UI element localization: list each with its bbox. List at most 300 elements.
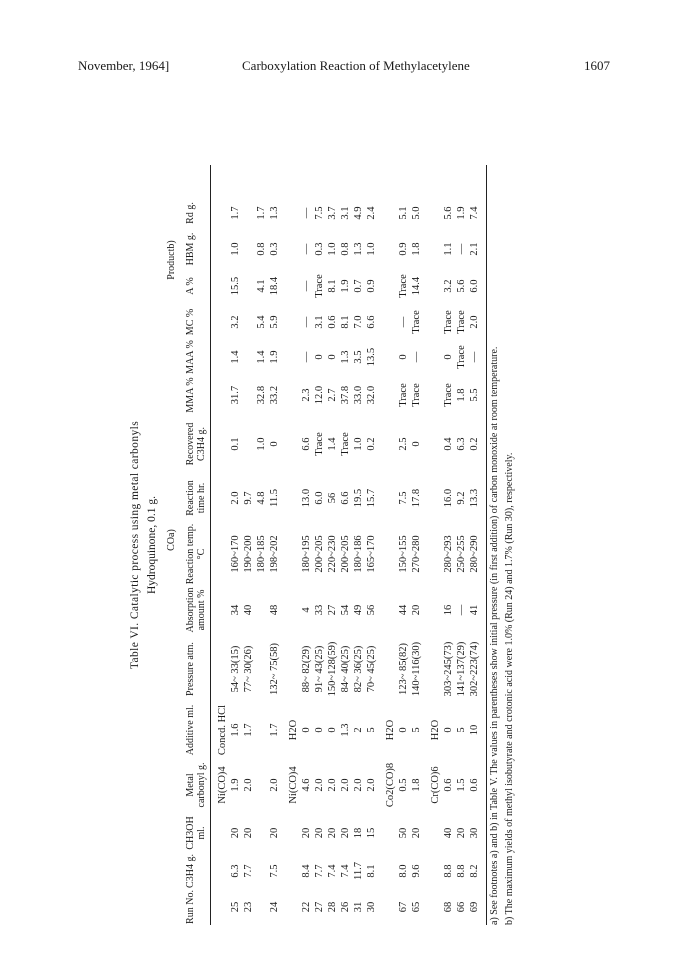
table-cell: 27 xyxy=(314,901,326,913)
table-cell: — xyxy=(411,351,423,363)
table-cell xyxy=(385,473,398,523)
table-row xyxy=(411,165,424,925)
table-cell: 19.5 xyxy=(353,488,365,508)
table-cell: 65 xyxy=(411,901,423,913)
table-cell: 33.0 xyxy=(353,385,365,405)
table-cell: 11.5 xyxy=(269,489,281,507)
table-cell xyxy=(430,305,443,339)
table-cell xyxy=(243,305,256,339)
table-cell: 5.6 xyxy=(456,279,468,293)
table-cell: 3.1 xyxy=(314,315,326,329)
table-cell: 1.1 xyxy=(443,242,455,256)
column-header: Pressure atm. xyxy=(185,642,197,696)
table-cell xyxy=(385,415,398,473)
table-cell: 20 xyxy=(340,827,352,839)
table-cell xyxy=(256,585,269,635)
table-cell: 5 xyxy=(411,727,423,733)
table-cell xyxy=(430,585,443,635)
table-cell: 56 xyxy=(327,492,339,504)
journal-date: November, 1964] xyxy=(78,58,170,73)
table-cell xyxy=(430,339,443,375)
table-cell xyxy=(217,523,230,585)
column-header: Reaction time hr. xyxy=(185,480,208,516)
table-cell: 140~116(30) xyxy=(411,641,423,697)
table-cell xyxy=(288,635,301,703)
table-cell: 33.2 xyxy=(269,385,281,405)
table-title: Table VI. Catalytic process using metal carbonyls xyxy=(129,420,141,670)
table-cell xyxy=(288,585,301,635)
table-cell: 150~155 xyxy=(398,535,410,573)
table-cell xyxy=(288,415,301,473)
table-cell: 1.4 xyxy=(256,350,268,364)
table-cell: 82~ 36(25) xyxy=(353,645,365,693)
table-cell: 180~185 xyxy=(256,535,268,573)
table-row xyxy=(353,165,366,925)
table-cell: 303~245(73) xyxy=(443,641,455,697)
table-cell: — xyxy=(301,207,313,219)
table-cell: 8.1 xyxy=(327,279,339,293)
table-cell: 0.2 xyxy=(366,437,378,451)
table-cell: 0.1 xyxy=(230,437,242,451)
table-cell: 77~ 30(26) xyxy=(243,645,255,693)
table-cell: 2.1 xyxy=(469,242,481,256)
table-cell xyxy=(430,635,443,703)
table-cell: 4.1 xyxy=(256,279,268,293)
table-row xyxy=(230,165,243,925)
column-header: MAA % xyxy=(185,340,197,374)
table-cell xyxy=(217,473,230,523)
table-cell xyxy=(385,375,398,415)
table-cell: 20 xyxy=(411,827,423,839)
column-header: Recovered C3H4 g. xyxy=(185,422,208,466)
table-cell: 123~ 85(82) xyxy=(398,642,410,696)
table-cell xyxy=(217,339,230,375)
table-cell xyxy=(385,585,398,635)
table-cell: 30 xyxy=(469,827,481,839)
table-cell xyxy=(217,415,230,473)
table-cell: 2.0 xyxy=(327,778,339,792)
table-cell xyxy=(288,523,301,585)
table-cell: 2.0 xyxy=(230,491,242,505)
table-cell: 0.9 xyxy=(366,279,378,293)
table-row xyxy=(243,165,256,925)
table-cell xyxy=(256,889,269,925)
table-cell: Trace xyxy=(340,432,352,456)
column-header: A % xyxy=(185,277,197,295)
rotated-table-block xyxy=(129,165,559,925)
table-row xyxy=(256,165,269,925)
column-header: Absorption amount % xyxy=(185,587,208,633)
running-title: Carboxylation Reaction of Methylacetylene xyxy=(242,58,470,73)
table-cell: 220~230 xyxy=(327,535,339,573)
table-cell: 0 xyxy=(269,441,281,447)
table-cell: 20 xyxy=(269,827,281,839)
table-cell: 16.0 xyxy=(443,488,455,508)
table-cell: 6.0 xyxy=(469,279,481,293)
table-cell: 0.6 xyxy=(469,778,481,792)
table-cell: 69 xyxy=(469,901,481,913)
table-cell: 7.5 xyxy=(398,491,410,505)
table-cell: 0 xyxy=(443,727,455,733)
table-cell: 0 xyxy=(314,727,326,733)
table-cell: Trace xyxy=(314,274,326,298)
table-cell: 2.0 xyxy=(469,315,481,329)
catalyst-label: Ni(CO)4 xyxy=(217,766,229,804)
additive-label: H2O xyxy=(288,719,300,741)
additive-label: Concd. HCl xyxy=(217,704,229,756)
table-cell: 50 xyxy=(398,827,410,839)
table-cell: 0 xyxy=(398,727,410,733)
table-cell: — xyxy=(301,316,313,328)
table-cell xyxy=(385,339,398,375)
table-cell: 40 xyxy=(443,827,455,839)
table-cell: 0 xyxy=(327,354,339,360)
table-cell: 0 xyxy=(327,727,339,733)
table-cell: Trace xyxy=(398,383,410,407)
table-cell xyxy=(288,231,301,267)
table-cell: Trace xyxy=(456,310,468,334)
table-cell xyxy=(243,267,256,305)
table-cell: 7.7 xyxy=(243,864,255,878)
table-cell: 34 xyxy=(230,604,242,616)
table-cell: 40 xyxy=(243,604,255,616)
page-header xyxy=(78,58,610,78)
table-cell: 15.7 xyxy=(366,488,378,508)
table-cell: 280~290 xyxy=(469,535,481,573)
table-cell: 66 xyxy=(456,901,468,913)
table-cell: 49 xyxy=(353,604,365,616)
table-cell xyxy=(243,339,256,375)
table-cell xyxy=(430,267,443,305)
table-cell: 150~128(59) xyxy=(327,641,339,697)
table-cell: 2.7 xyxy=(327,388,339,402)
table-cell xyxy=(256,757,269,813)
column-header: Rd g. xyxy=(185,202,197,224)
table-cell: 0 xyxy=(398,354,410,360)
table-cell: 4.9 xyxy=(353,206,365,220)
column-header: MC % xyxy=(185,308,197,336)
table-row xyxy=(269,165,282,925)
table-cell: 8.4 xyxy=(301,864,313,878)
table-cell: 190~200 xyxy=(243,535,255,573)
table-cell: 280~293 xyxy=(443,535,455,573)
column-header: CH3OH ml. xyxy=(185,816,208,850)
table-cell: 4.8 xyxy=(256,491,268,505)
table-cell: 1.5 xyxy=(456,778,468,792)
table-row xyxy=(314,165,327,925)
table-bottom-rule xyxy=(486,165,487,925)
table-cell: 250~255 xyxy=(456,535,468,573)
column-header: C3H4 g. xyxy=(185,854,197,888)
table-cell: 8.0 xyxy=(398,864,410,878)
table-cell: 6.3 xyxy=(456,437,468,451)
table-cell: 180~186 xyxy=(353,535,365,573)
table-subtitle: Hydroquinone, 0.1 g. xyxy=(146,495,159,595)
additive-label: H2O xyxy=(430,719,442,741)
row-group xyxy=(217,165,282,925)
row-group xyxy=(430,165,482,925)
table-cell: 24 xyxy=(269,901,281,913)
table-cell: 23 xyxy=(243,901,255,913)
table-cell: — xyxy=(301,351,313,363)
table-cell: 37.8 xyxy=(340,385,352,405)
table-cell: Trace xyxy=(456,345,468,369)
table-cell: 20 xyxy=(314,827,326,839)
table-cell: 198~202 xyxy=(269,535,281,573)
table-cell: 15.5 xyxy=(230,276,242,296)
table-cell: 88~ 82(29) xyxy=(301,645,313,693)
table-cell xyxy=(385,267,398,305)
table-row xyxy=(301,165,314,925)
table-cell: 7.4 xyxy=(469,206,481,220)
table-cell xyxy=(217,889,230,925)
table-cell: 160~170 xyxy=(230,535,242,573)
table-cell xyxy=(430,813,443,853)
table-cell: 9.6 xyxy=(411,864,423,878)
table-cell: 31 xyxy=(353,901,365,913)
table-cell: 270~280 xyxy=(411,535,423,573)
table-cell xyxy=(385,305,398,339)
table-cell: 0.7 xyxy=(353,279,365,293)
table-cell xyxy=(385,231,398,267)
table-cell: 26 xyxy=(340,901,352,913)
table-row xyxy=(443,165,456,925)
table-cell: 67 xyxy=(398,901,410,913)
table-cell: 5.9 xyxy=(269,315,281,329)
table-cell xyxy=(385,853,398,889)
table-cell: 1.9 xyxy=(230,778,242,792)
table-cell: 2.0 xyxy=(243,778,255,792)
table-cell xyxy=(430,415,443,473)
table-cell xyxy=(217,375,230,415)
table-cell: 54~ 33(15) xyxy=(230,645,242,693)
table-cell: 1.9 xyxy=(340,279,352,293)
table-cell: 6.6 xyxy=(301,437,313,451)
table-cell: 22 xyxy=(301,901,313,913)
table-cell: 1.8 xyxy=(411,778,423,792)
table-cell: 31.7 xyxy=(230,385,242,405)
table-cell: 20 xyxy=(301,827,313,839)
table-cell: — xyxy=(301,280,313,292)
table-cell: 7.5 xyxy=(314,206,326,220)
table-cell: 5.1 xyxy=(398,206,410,220)
table-cell xyxy=(385,523,398,585)
table-cell xyxy=(243,231,256,267)
table-cell: 1.4 xyxy=(230,350,242,364)
table-cell: 70~ 45(25) xyxy=(366,645,378,693)
table-cell: — xyxy=(456,604,468,616)
table-row xyxy=(366,165,379,925)
table-cell: 3.7 xyxy=(327,206,339,220)
table-cell: 0.3 xyxy=(314,242,326,256)
table-cell: 6.6 xyxy=(340,491,352,505)
table-cell: 14.4 xyxy=(411,276,423,296)
table-cell: 20 xyxy=(456,827,468,839)
table-cell xyxy=(385,813,398,853)
table-cell xyxy=(288,339,301,375)
table-cell: 13.0 xyxy=(301,488,313,508)
table-cell: 7.0 xyxy=(353,315,365,329)
additive-label: H2O xyxy=(385,719,397,741)
table-cell: 1.0 xyxy=(230,242,242,256)
table-cell: 20 xyxy=(411,604,423,616)
table-cell xyxy=(385,195,398,231)
table-cell: 2.4 xyxy=(366,206,378,220)
table-cell: 2.0 xyxy=(314,778,326,792)
table-cell xyxy=(288,375,301,415)
footnote-b: b) The maximum yields of methyl isobutyrate and crotonic acid were 1.0% (Run 24) and 1.7% (Run 30), respectively. xyxy=(503,452,515,925)
table-cell: 3.2 xyxy=(230,315,242,329)
table-cell: 2.3 xyxy=(301,388,313,402)
table-cell: 1.0 xyxy=(256,437,268,451)
table-cell: 5.0 xyxy=(411,206,423,220)
table-cell xyxy=(288,195,301,231)
table-row xyxy=(456,165,469,925)
table-cell: 0 xyxy=(443,354,455,360)
table-cell: 1.7 xyxy=(230,206,242,220)
column-header: HBM g. xyxy=(185,232,197,266)
footnote-a: a) See footnotes a) and b) in Table V. The values in parentheses show initial pressure (in first addition) of carbon monoxide at room temperature. xyxy=(489,346,501,925)
table-cell: 2.0 xyxy=(353,778,365,792)
page-number: 1607 xyxy=(584,58,610,73)
table-cell: 9.7 xyxy=(243,491,255,505)
table-cell: 5.4 xyxy=(256,315,268,329)
row-group xyxy=(385,165,424,925)
table-cell: 0 xyxy=(411,441,423,447)
table-cell: — xyxy=(456,243,468,255)
table-cell xyxy=(217,853,230,889)
table-cell: 4 xyxy=(301,607,313,613)
table-cell: 41 xyxy=(469,604,481,616)
table-cell: 5 xyxy=(366,727,378,733)
table-cell: 2.5 xyxy=(398,437,410,451)
table-cell: 1.0 xyxy=(353,437,365,451)
column-header: Reaction temp. °C xyxy=(185,523,208,585)
table-cell: 4.6 xyxy=(301,778,313,792)
table-cell: 20 xyxy=(327,827,339,839)
table-cell: 1.9 xyxy=(269,350,281,364)
table-cell: 1.8 xyxy=(411,242,423,256)
table-cell: 5.5 xyxy=(469,388,481,402)
table-cell: 9.2 xyxy=(456,491,468,505)
table-cell: 1.7 xyxy=(243,723,255,737)
table-cell: 44 xyxy=(398,604,410,616)
column-header: Run No. xyxy=(185,890,197,924)
table-cell: 3.1 xyxy=(340,206,352,220)
table-cell: 5 xyxy=(456,727,468,733)
table-cell: 12.0 xyxy=(314,385,326,405)
table-cell: 32.8 xyxy=(256,385,268,405)
table-cell: 2 xyxy=(353,727,365,733)
table-cell: 0.6 xyxy=(443,778,455,792)
table-cell: 7.4 xyxy=(340,864,352,878)
table-cell: Trace xyxy=(443,310,455,334)
table-cell: 132~ 75(58) xyxy=(269,642,281,696)
table-cell: 0.5 xyxy=(398,778,410,792)
catalyst-label: Cr(CO)6 xyxy=(430,766,442,804)
table-cell xyxy=(243,375,256,415)
table-cell: 8.8 xyxy=(456,864,468,878)
table-cell: 200~205 xyxy=(314,535,326,573)
table-cell: 32.0 xyxy=(366,385,378,405)
column-header: Metal carbonyl g. xyxy=(185,762,208,808)
table-cell: 8.2 xyxy=(469,864,481,878)
table-cell xyxy=(217,635,230,703)
table-cell: 84~ 40(25) xyxy=(340,645,352,693)
table-cell: 200~205 xyxy=(340,535,352,573)
table-cell: 7.4 xyxy=(327,864,339,878)
table-cell: 0.4 xyxy=(443,437,455,451)
table-cell: 1.3 xyxy=(269,206,281,220)
table-cell: 7.7 xyxy=(314,864,326,878)
table-cell xyxy=(430,375,443,415)
table-cell xyxy=(430,889,443,925)
table-cell: 28 xyxy=(327,901,339,913)
table-cell: 1.0 xyxy=(327,242,339,256)
table-cell: 1.3 xyxy=(353,242,365,256)
table-cell: 13.3 xyxy=(469,488,481,508)
table-cell: 0.8 xyxy=(340,242,352,256)
product-group-label: Productb) xyxy=(165,240,177,280)
table-cell: 6.0 xyxy=(314,491,326,505)
table-cell xyxy=(288,305,301,339)
table-cell: 1.3 xyxy=(340,350,352,364)
table-cell: 30 xyxy=(366,901,378,913)
table-cell: 180~195 xyxy=(301,535,313,573)
table-cell: 17.8 xyxy=(411,488,423,508)
table-cell: 0.3 xyxy=(269,242,281,256)
table-cell: 6.3 xyxy=(230,864,242,878)
table-cell xyxy=(256,813,269,853)
table-cell: 1.0 xyxy=(366,242,378,256)
table-cell: 2.0 xyxy=(366,778,378,792)
table-cell: 54 xyxy=(340,604,352,616)
table-cell xyxy=(217,813,230,853)
table-cell: 91~ 43(25) xyxy=(314,645,326,693)
table-row xyxy=(469,165,482,925)
table-row xyxy=(398,165,411,925)
table-cell: — xyxy=(398,316,410,328)
table-cell xyxy=(243,415,256,473)
table-cell: 0.9 xyxy=(398,242,410,256)
table-cell xyxy=(256,703,269,757)
table-cell: Trace xyxy=(411,383,423,407)
table-cell: 2.0 xyxy=(340,778,352,792)
table-cell: 8.1 xyxy=(340,315,352,329)
table-cell: 25 xyxy=(230,901,242,913)
table-cell xyxy=(288,267,301,305)
table-cell: 1.4 xyxy=(327,437,339,451)
table-cell xyxy=(288,813,301,853)
table-cell: 18 xyxy=(353,827,365,839)
column-group-labels xyxy=(163,165,177,925)
table-cell: 20 xyxy=(230,827,242,839)
table-cell: 1.3 xyxy=(340,723,352,737)
table-cell: — xyxy=(301,243,313,255)
table-cell: 10 xyxy=(469,724,481,736)
table-cell: 3.5 xyxy=(353,350,365,364)
table-cell: 3.2 xyxy=(443,279,455,293)
table-row xyxy=(327,165,340,925)
table-cell xyxy=(430,523,443,585)
table-cell xyxy=(430,473,443,523)
table-cell: 27 xyxy=(327,604,339,616)
table-cell xyxy=(430,231,443,267)
table-cell: 48 xyxy=(269,604,281,616)
table-cell: 1.7 xyxy=(269,723,281,737)
table-cell xyxy=(217,231,230,267)
table-cell: 0 xyxy=(314,354,326,360)
